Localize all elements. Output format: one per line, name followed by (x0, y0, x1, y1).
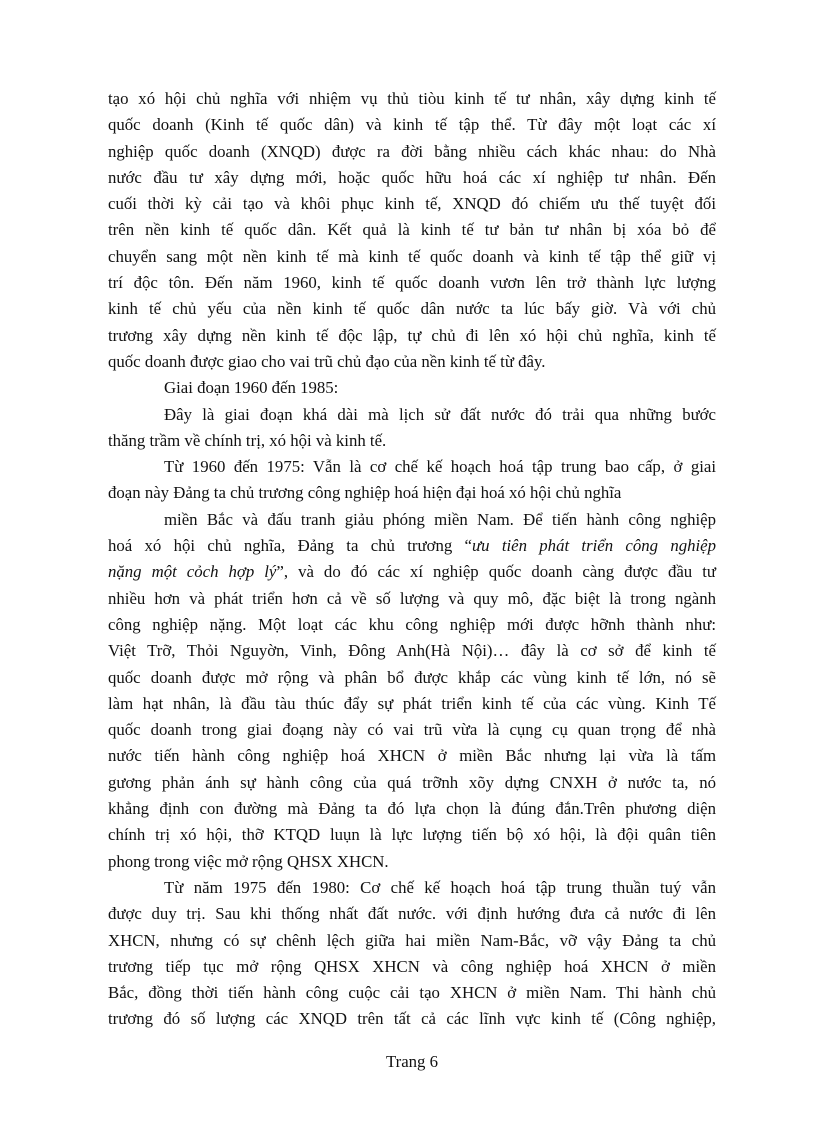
text-run: đoạn này Đảng ta chủ trương công nghiệp hoá hiện đại hoá xó hội chủ nghĩa (108, 483, 622, 503)
text-line (108, 191, 716, 217)
text-line (108, 533, 716, 559)
text-run: trương xây dựng nền kinh tế độc lập, tự chủ đi lên xó hội chủ nghĩa, kinh tế (108, 325, 716, 345)
text-line (108, 822, 716, 848)
text-run: Từ năm 1975 đến 1980: Cơ chế kế hoạch hoá tập trung thuần tuý vẫn (164, 877, 716, 897)
text-line (108, 612, 716, 638)
page-body (108, 86, 716, 1033)
text-run: Từ 1960 đến 1975: Vẫn là cơ chế kế hoạch hoá tập trung bao cấp, ở giai (164, 457, 716, 477)
text-run: Đây là giai đoạn khá dài mà lịch sử đất nước đó trải qua những bước (164, 404, 716, 424)
text-line (108, 717, 716, 743)
text-run: Việt Trỡ, Thỏi Nguyờn, Vinh, Đông Anh(Hà Nội)… đây là cơ sở để kinh tế (108, 641, 716, 661)
text-run: được duy trị. Sau khi thống nhất đất nước. với định hướng đưa cả nước đi lên (108, 904, 716, 924)
text-line (108, 270, 716, 296)
text-line (108, 1006, 716, 1032)
italic-text-run: ưu tiên phát triển công nghiệp (471, 536, 716, 556)
text-line (108, 375, 716, 401)
text-run: làm hạt nhân, là đầu tàu thúc đẩy sự phát triển kinh tế của các vùng. Kinh Tế (108, 693, 716, 713)
text-run: nước đầu tư xây dựng mới, hoặc quốc hữu hoá các xí nghiệp tư nhân. Đến (108, 167, 716, 187)
text-run: công nghiệp nặng. Một loạt các khu công nghiệp mới được hỡnh thành như: (108, 614, 716, 634)
text-run: khẳng định con đường mà Đảng ta đó lựa chọn là đúng đắn.Trên phương diện (108, 799, 716, 819)
text-line (108, 849, 716, 875)
page-number: Trang 6 (385, 1052, 439, 1071)
text-run: nước tiến hành công nghiệp hoá XHCN ở miền Bắc nhưng lại vừa là tấm (108, 746, 716, 766)
text-line (108, 507, 716, 533)
text-run: quốc doanh (Kinh tế quốc dân) và kinh tế tập thể. Từ đây một loạt các xí (108, 115, 716, 135)
text-line (108, 665, 716, 691)
text-run: kinh tế chủ yếu của nền kinh tế quốc dân nước ta lúc bấy giờ. Và với chủ (108, 299, 716, 319)
text-run: quốc doanh được giao cho vai trũ chủ đạo của nền kinh tế từ đây. (108, 351, 546, 371)
text-line (108, 954, 716, 980)
text-line (108, 86, 716, 112)
text-line (108, 323, 716, 349)
text-run: tạo xó hội chủ nghĩa với nhiệm vụ thủ tiòu kinh tế tư nhân, xây dựng kinh tế (108, 89, 716, 108)
text-run: trên nền kinh tế quốc dân. Kết quả là kinh tế tư bản tư nhân bị xóa bỏ để (108, 220, 716, 240)
text-line (108, 875, 716, 901)
text-run: cuối thời kỳ cải tạo và khôi phục kinh tế, XNQD đó chiếm ưu thế tuyệt đối (108, 194, 716, 214)
text-run: Bắc, đồng thời tiến hành công cuộc cải tạo XHCN ở miền Nam. Thi hành chủ (108, 983, 716, 1003)
text-line (108, 139, 716, 165)
text-line (108, 402, 716, 428)
text-run: quốc doanh trong giai đoạng này có vai trũ vừa là cụng cụ quan trọng để nhà (108, 720, 716, 740)
text-line (108, 638, 716, 664)
text-run: trí độc tôn. Đến năm 1960, kinh tế quốc doanh vươn lên trở thành lực lượng (108, 273, 716, 293)
text-run: trương tiếp tục mở rộng QHSX XHCN và công nghiệp hoá XHCN ở miền (108, 956, 716, 976)
text-run: quốc doanh được mở rộng và phân bổ được khắp các vùng kinh tế lớn, nó sẽ (108, 667, 716, 687)
text-run: XHCN, nhưng có sự chênh lệch giữa hai miền Nam-Bắc, vỡ vậy Đảng ta chủ (108, 930, 716, 950)
text-line (108, 296, 716, 322)
text-line (108, 217, 716, 243)
text-run: ”, và do đó các xí nghiệp quốc doanh càng được đầu tư (276, 562, 716, 582)
text-line (108, 428, 716, 454)
text-line (108, 770, 716, 796)
text-line (108, 165, 716, 191)
text-line (108, 480, 716, 506)
text-line (108, 454, 716, 480)
text-line (108, 901, 716, 927)
text-run: phong trong việc mở rộng QHSX XHCN. (108, 851, 389, 871)
text-line (108, 980, 716, 1006)
text-run: gương phản ánh sự hành công của quá trỡnh xõy dựng CNXH ở nước ta, nó (108, 772, 716, 792)
text-line (108, 743, 716, 769)
text-line (108, 586, 716, 612)
text-run: thăng trầm về chính trị, xó hội và kinh tế. (108, 430, 387, 450)
text-line (108, 928, 716, 954)
text-line (108, 796, 716, 822)
text-run: trương đó số lượng các XNQD trên tất cả các lĩnh vực kinh tế (Công nghiệp, (108, 1009, 716, 1029)
text-run: hoá xó hội chủ nghĩa, Đảng ta chủ trương “ (108, 536, 472, 556)
text-line (108, 349, 716, 375)
text-line (108, 244, 716, 270)
text-run: nhiều hơn và phát triển hơn cả về số lượng và quy mô, đặc biệt là trong ngành (108, 588, 716, 608)
text-run: chính trị xó hội, thỡ KTQD luụn là lực lượng tiến bộ xó hội, là đội quân tiên (108, 825, 716, 845)
text-run: chuyển sang một nền kinh tế mà kinh tế quốc doanh và kinh tế tập thể giữ vị (108, 246, 716, 266)
italic-text-run: nặng một cỏch hợp lý (108, 562, 277, 582)
text-line (108, 559, 716, 585)
text-line (108, 691, 716, 717)
text-line (108, 112, 716, 138)
text-run: Giai đoạn 1960 đến 1985: (164, 378, 339, 398)
text-run: nghiệp quốc doanh (XNQD) được ra đời bằng nhiều cách khác nhau: do Nhà (108, 141, 716, 161)
text-run: miền Bắc và đấu tranh giảu phóng miền Nam. Để tiến hành công nghiệp (164, 509, 716, 529)
